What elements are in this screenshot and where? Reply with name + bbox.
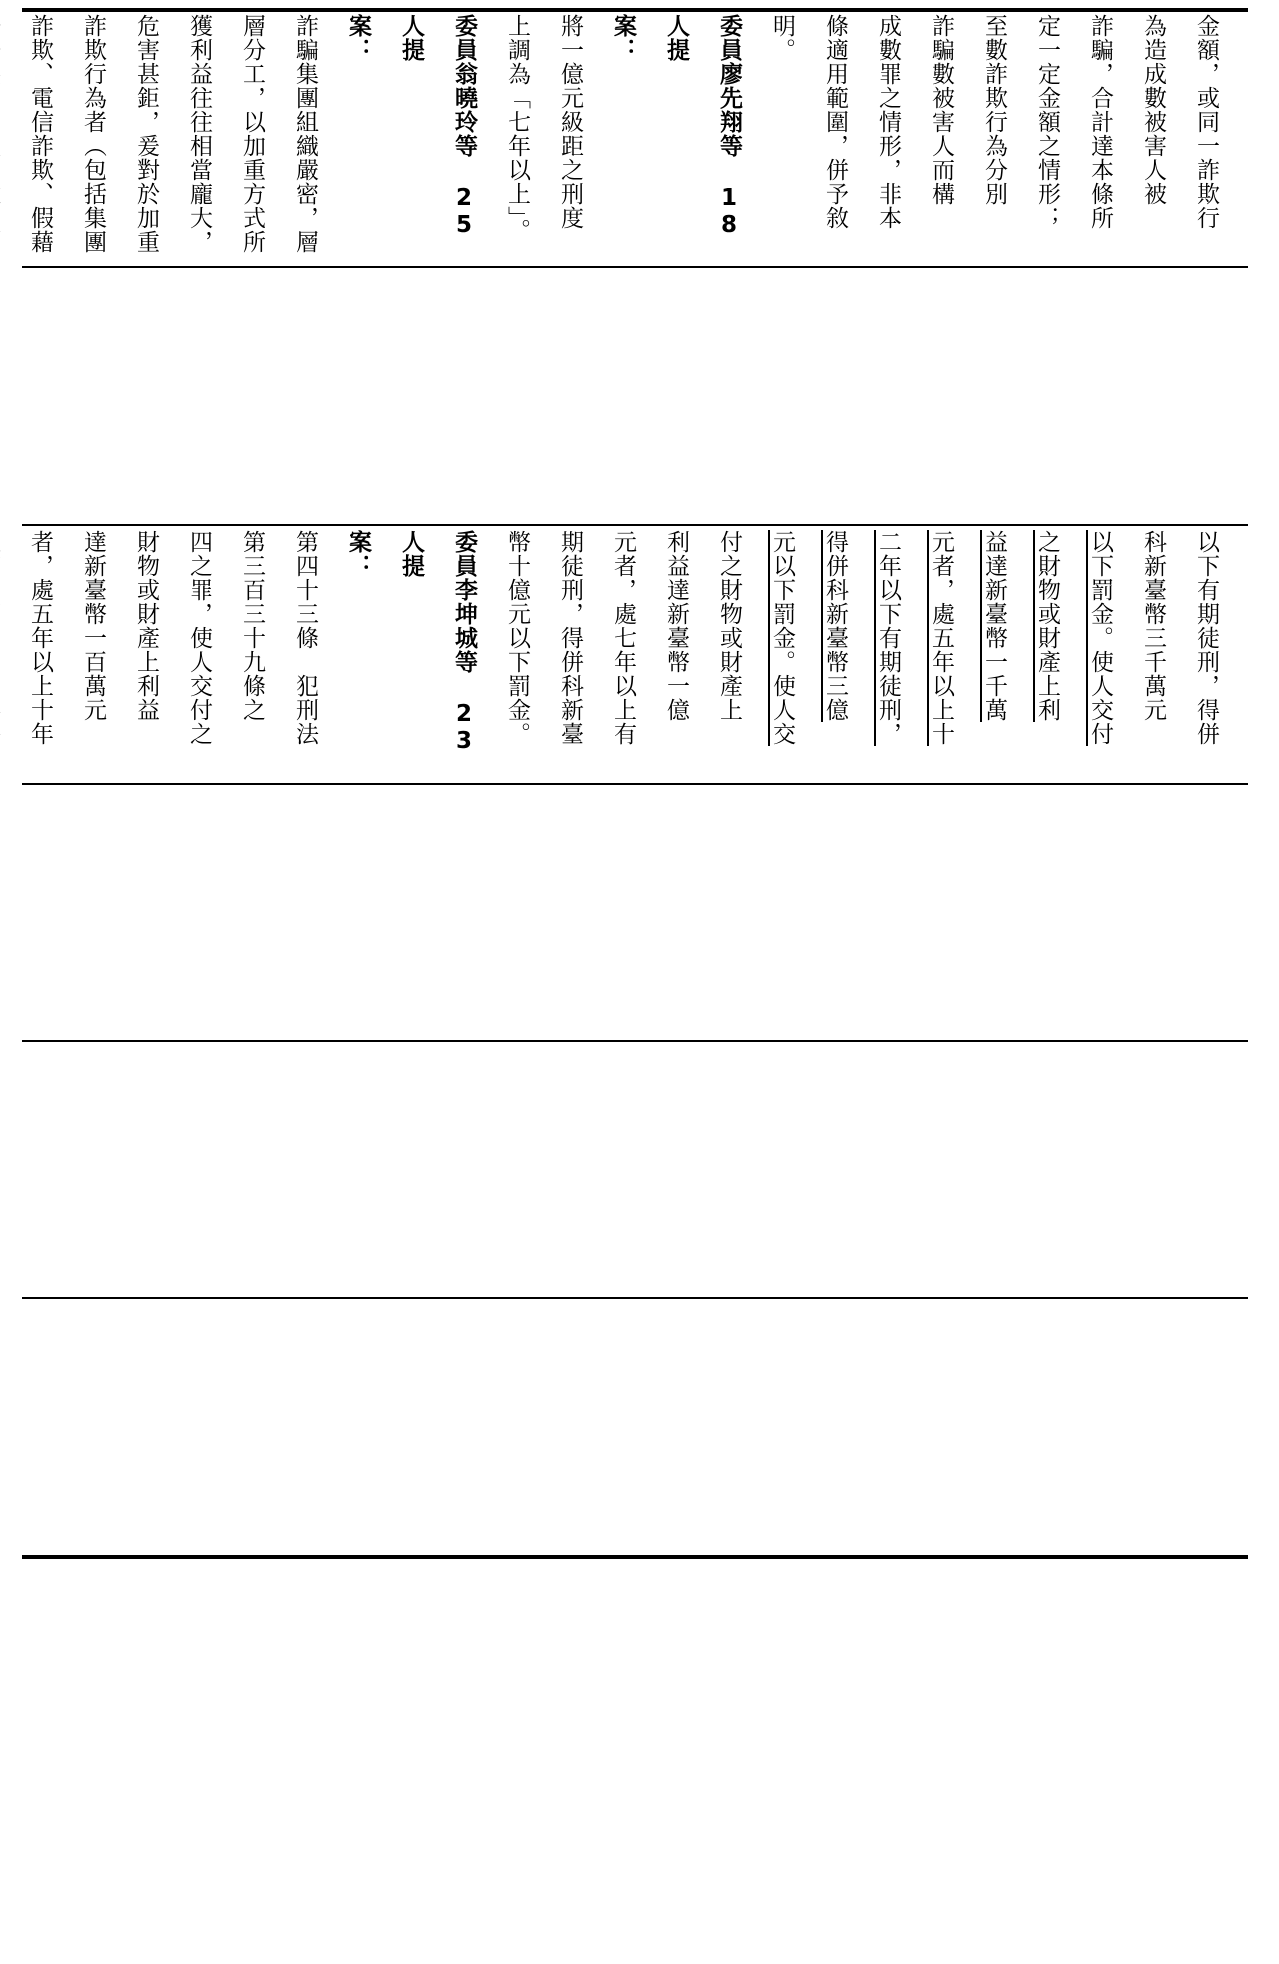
row1-line: 獲利益往往相當龐大， (186, 14, 212, 254)
row1-line: 案： (610, 14, 636, 62)
row2-line: 以下罰金。使人交付 (1087, 530, 1113, 746)
row1-line: 詐欺、電信詐欺、假藉 (27, 14, 53, 254)
row1-line: 定一定金額之情形； (1034, 14, 1060, 230)
row1-line: 金額，或同一詐欺行 (1193, 14, 1219, 230)
row1-line: 委員廖先翔等 18 人提 (663, 14, 742, 266)
row-divider-1 (22, 266, 1248, 268)
row2-line: 案： (345, 530, 371, 578)
row1-line: 詐騙集團組織嚴密，層 (292, 14, 318, 254)
row2-line: 付之財物或財產上 (716, 530, 742, 722)
row2-line: 財物或財產上利益 (133, 530, 159, 722)
row-2-text (0, 530, 1232, 780)
row2-line: 科新臺幣三千萬元 (1140, 530, 1166, 722)
row2-line: 得併科新臺幣三億 (822, 530, 848, 722)
row2-line: 委員李坤城等 23 人提 (398, 530, 477, 782)
table-row-1 (22, 14, 1248, 264)
bottom-rule (22, 1555, 1248, 1559)
table-row-empty-1 (22, 270, 1248, 522)
row1-line: 詐騙，合計達本條所 (1087, 14, 1113, 230)
row2-line (0, 530, 13, 780)
row2-line: 元者，處七年以上有 (610, 530, 636, 746)
row1-line: 危害甚鉅，爰對於加重 (133, 14, 159, 254)
row2-line: 以下有期徒刑，得併 (1193, 530, 1219, 746)
row1-line: 委員翁曉玲等 25 人提 (398, 14, 477, 266)
row2-line: 達新臺幣一百萬元 (80, 530, 106, 722)
table-row-2 (22, 530, 1248, 780)
row1-line: 為造成數被害人被 (1140, 14, 1166, 206)
table-row-empty-4 (22, 1301, 1248, 1553)
row-divider-5 (22, 1297, 1248, 1299)
table-row-empty-2 (22, 787, 1248, 1038)
row1-line: 成數罪之情形，非本 (875, 14, 901, 230)
row1-line: 案： (345, 14, 371, 62)
row2-line: 四之罪，使人交付之 (186, 530, 212, 746)
row-1-text (0, 14, 1232, 264)
row-divider-2 (22, 524, 1248, 526)
top-rule (22, 8, 1248, 12)
row1-line: 詐欺行為者（包括集團 (80, 14, 106, 254)
row-divider-4 (22, 1040, 1248, 1042)
row1-line: 詐騙數被害人而構 (928, 14, 954, 206)
row2-line: 二年以下有期徒刑， (875, 530, 901, 746)
row1-line: 明。 (769, 14, 795, 62)
row-divider-3 (22, 783, 1248, 785)
row2-line: 之財物或財產上利 (1034, 530, 1060, 722)
row1-line: 至數詐欺行為分別 (981, 14, 1007, 206)
row1-line: 條適用範圍，併予敘 (822, 14, 848, 230)
row2-line: 期徒刑，得併科新臺 (557, 530, 583, 746)
row1-line: 層分工，以加重方式所 (239, 14, 265, 254)
row2-line: 第三百三十九條之 (239, 530, 265, 722)
row2-line: 利益達新臺幣一億 (663, 530, 689, 722)
row2-line: 者，處五年以上十年 (27, 530, 53, 746)
row1-line: 上調為「七年以上」。 (504, 14, 530, 243)
row1-line (0, 14, 13, 264)
row2-line: 幣十億元以下罰金。 (504, 530, 530, 746)
row2-line: 第四十三條 犯刑法 (292, 530, 318, 746)
row2-line: 益達新臺幣一千萬 (981, 530, 1007, 722)
table-row-empty-3 (22, 1044, 1248, 1295)
row2-line: 元以下罰金。使人交 (769, 530, 795, 746)
row1-line: 將一億元級距之刑度 (557, 14, 583, 230)
row2-line: 元者，處五年以上十 (928, 530, 954, 746)
